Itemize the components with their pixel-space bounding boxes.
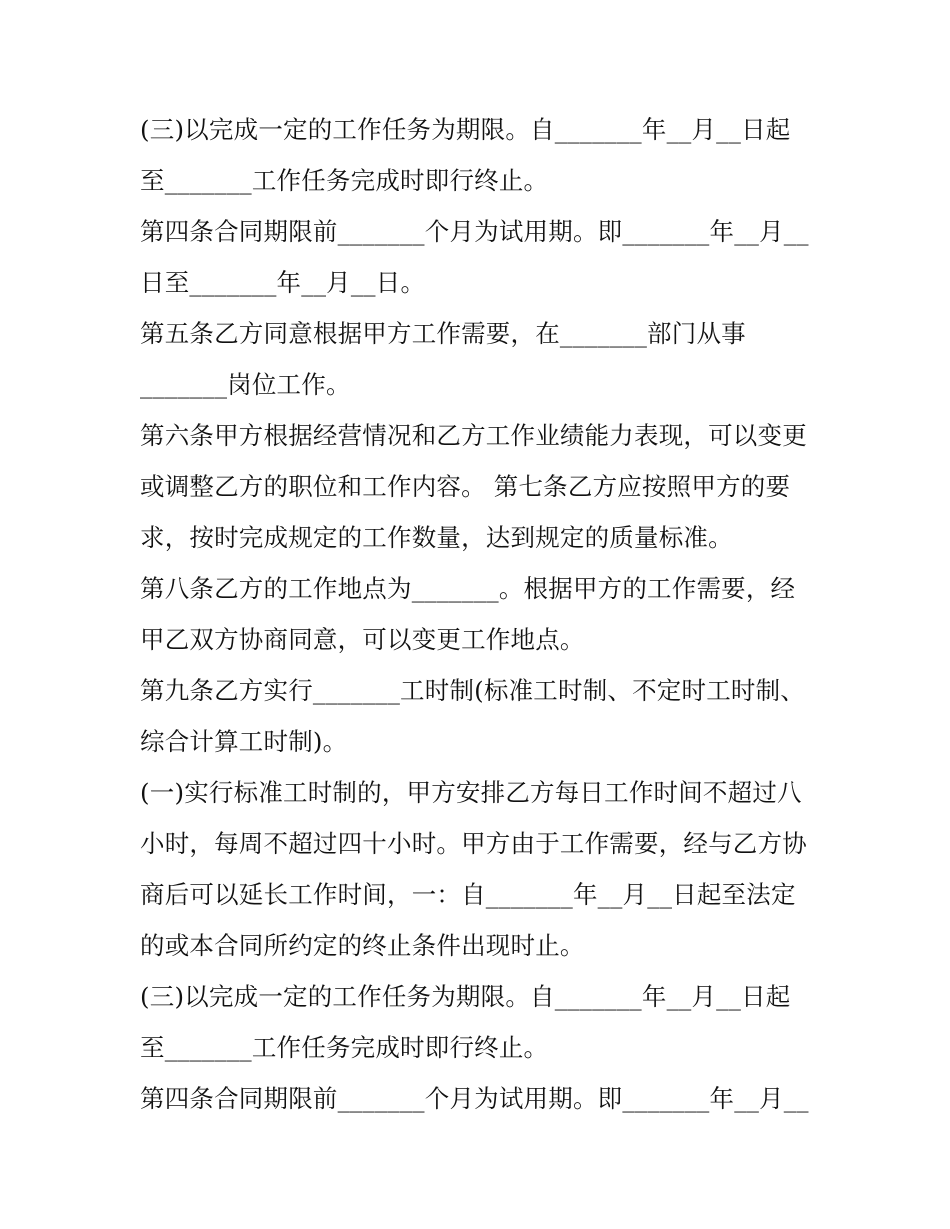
text-line: (三)以完成一定的工作任务为期限。自_______年__月__日起 [140,115,791,144]
text-line: 第四条合同期限前_______个月为试用期。即_______年__月__ [140,1084,809,1113]
text-line: 第九条乙方实行_______工时制(标准工时制、不定时工时制、 [140,676,806,705]
text-line: 至_______工作任务完成时即行终止。 [140,166,549,195]
text-line: 第八条乙方的工作地点为_______。根据甲方的工作需要，经 [140,574,796,603]
text-line: 日至_______年__月__日。 [140,268,426,297]
text-line: 第四条合同期限前_______个月为试用期。即_______年__月__ [140,217,809,246]
text-line: 第五条乙方同意根据甲方工作需要，在_______部门从事 [140,319,746,348]
text-line: 第六条甲方根据经营情况和乙方工作业绩能力表现，可以变更 [140,421,807,450]
text-line: 综合计算工时制)。 [140,727,348,756]
text-line: 商后可以延长工作时间，一：自_______年__月__日起至法定 [140,880,796,909]
text-line: (三)以完成一定的工作任务为期限。自_______年__月__日起 [140,982,791,1011]
text-line: 小时，每周不超过四十小时。甲方由于工作需要，经与乙方协 [140,829,807,858]
text-line: _______岗位工作。 [140,370,351,399]
text-line: 求，按时完成规定的工作数量，达到规定的质量标准。 [140,523,733,552]
text-line: (一)实行标准工时制的，甲方安排乙方每日工作时间不超过八 [140,778,802,807]
text-line: 或调整乙方的职位和工作内容。 第七条乙方应按照甲方的要 [140,472,791,501]
text-line: 的或本合同所约定的终止条件出现时止。 [140,931,585,960]
text-line: 至_______工作任务完成时即行终止。 [140,1033,549,1062]
text-line: 甲乙双方协商同意，可以变更工作地点。 [140,625,585,654]
